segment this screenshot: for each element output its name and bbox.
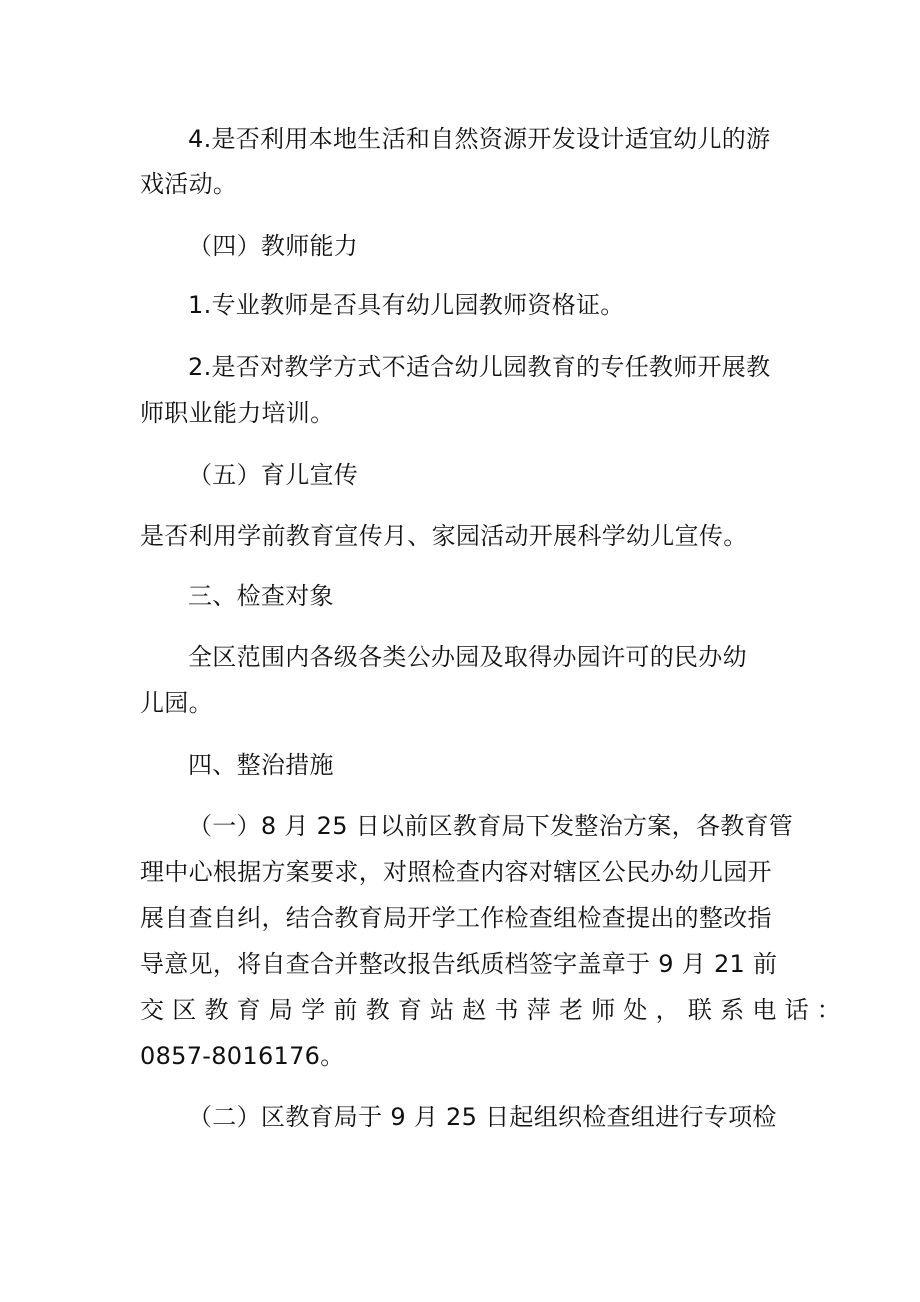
section-heading: （四）教师能力 — [188, 232, 359, 260]
paragraph-line: 理中心根据方案要求，对照检查内容对辖区公民办幼儿园开 — [140, 858, 772, 886]
paragraph-line: 儿园。 — [140, 689, 213, 717]
paragraph-line: 师职业能力培训。 — [140, 399, 335, 427]
paragraph-line: 展自查自纠，结合教育局开学工作检查组检查提出的整改指 — [140, 904, 772, 932]
section-heading: （五）育儿宣传 — [188, 461, 359, 489]
section-heading: 三、检查对象 — [188, 582, 334, 610]
paragraph-line: 交 区 教 育 局 学 前 教 育 站 赵 书 萍 老 师 处 ， 联 系 电 话 ： — [140, 996, 842, 1024]
paragraph-line: 戏活动。 — [140, 170, 238, 198]
section-heading: 四、整治措施 — [188, 751, 334, 779]
paragraph-line: 导意见，将自查合并整改报告纸质档签字盖章于 9 月 21 前 — [140, 950, 778, 978]
paragraph-line: 全区范围内各级各类公办园及取得办园许可的民办幼 — [188, 643, 747, 671]
paragraph-line: 是否利用学前教育宣传月、家园活动开展科学幼儿宣传。 — [140, 522, 748, 550]
paragraph-line: 1.专业教师是否具有幼儿园教师资格证。 — [188, 291, 625, 319]
paragraph-line: （一）8 月 25 日以前区教育局下发整治方案，各教育管 — [188, 812, 794, 840]
paragraph-line: （二）区教育局于 9 月 25 日起组织检查组进行专项检 — [188, 1103, 777, 1131]
paragraph-line: 4.是否利用本地生活和自然资源开发设计适宜幼儿的游 — [188, 125, 771, 153]
paragraph-line: 0857-8016176。 — [140, 1042, 345, 1070]
paragraph-line: 2.是否对教学方式不适合幼儿园教育的专任教师开展教 — [188, 353, 771, 381]
